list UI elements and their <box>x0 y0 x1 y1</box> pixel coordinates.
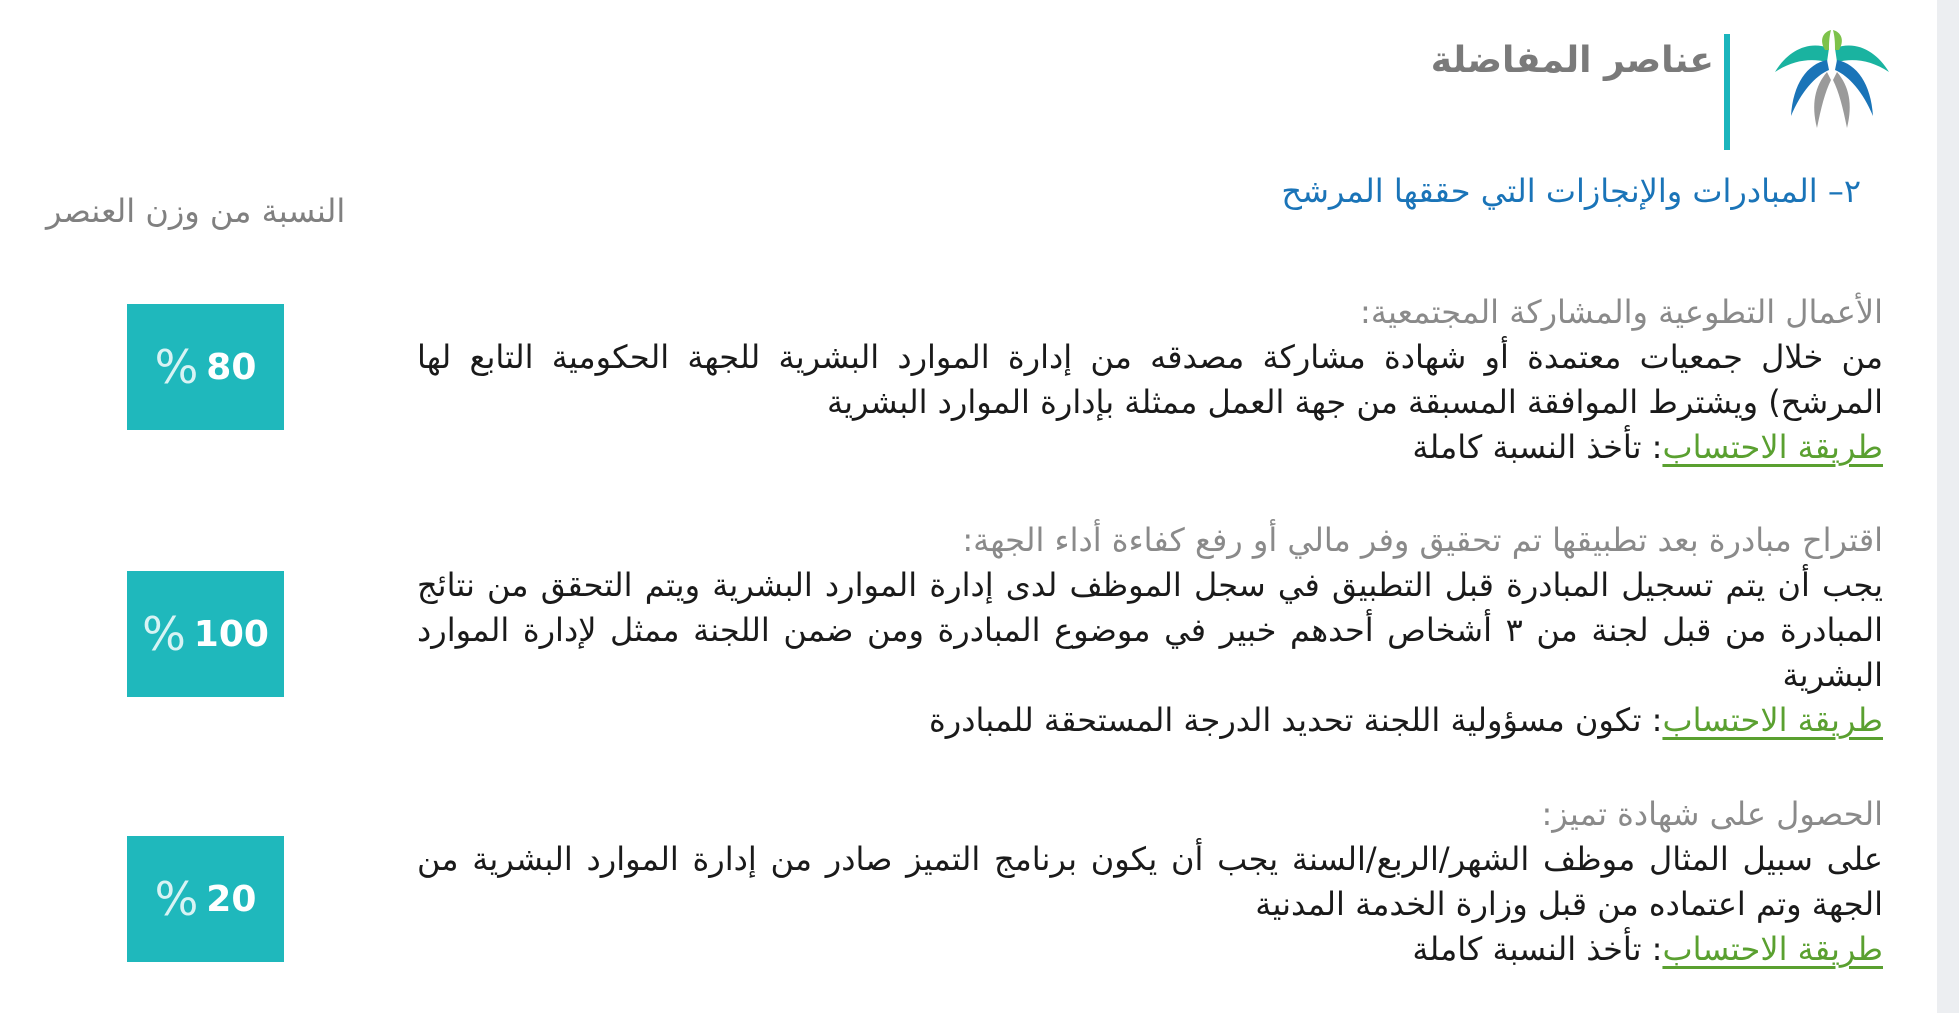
section-heading: ٢– المبادرات والإنجازات التي حققها المرشح <box>1281 172 1861 210</box>
criterion-initiative <box>417 518 1883 743</box>
calculation-method-label: طريقة الاحتساب <box>1662 930 1883 968</box>
calculation-method <box>417 698 1883 743</box>
right-edge-strip <box>1937 0 1959 1013</box>
percentage-value: 100 <box>193 613 269 655</box>
header-divider <box>1724 34 1730 150</box>
calculation-method <box>417 425 1883 470</box>
palm-leaves-logo-icon <box>1767 30 1897 130</box>
criterion-volunteering <box>417 290 1883 470</box>
weight-column-label: النسبة من وزن العنصر <box>46 192 346 230</box>
percentage-badge <box>127 304 284 430</box>
criterion-description: على سبيل المثال موظف الشهر/الربع/السنة يجب أن يكون برنامج التميز صادر من إدارة الموارد البشرية من الجهة وتم اعتماده من قبل وزارة الخدمة المدنية <box>417 840 1883 923</box>
criterion-description: من خلال جمعيات معتمدة أو شهادة مشاركة مصدقه من إدارة الموارد البشرية للجهة الحكومية التابع لها المرشح) ويشترط الموافقة المسبقة من جهة العمل ممثلة بإدارة الموارد البشرية <box>417 338 1883 421</box>
criterion-title: الأعمال التطوعية والمشاركة المجتمعية: <box>1360 293 1883 331</box>
percentage-value: 20 <box>206 878 257 920</box>
percentage-badge <box>127 571 284 697</box>
calculation-method-value: : تكون مسؤولية اللجنة تحديد الدرجة المستحقة للمبادرة <box>928 701 1663 739</box>
calculation-method-label: طريقة الاحتساب <box>1662 428 1883 466</box>
percentage-value: 80 <box>206 346 257 388</box>
criterion-description: يجب أن يتم تسجيل المبادرة قبل التطبيق في سجل الموظف لدى إدارة الموارد البشرية ويتم التحقق من نتائج المبادرة من قبل لجنة من ٣ أشخاص أحدهم خبير في موضوع المبادرة ومن ضمن اللجنة ممثل لإدارة الموارد البشرية <box>417 566 1884 694</box>
criterion-title: الحصول على شهادة تميز: <box>1541 795 1883 833</box>
calculation-method-value: : تأخذ النسبة كاملة <box>1412 930 1663 968</box>
criterion-title: اقتراح مبادرة بعد تطبيقها تم تحقيق وفر مالي أو رفع كفاءة أداء الجهة: <box>962 521 1883 559</box>
criterion-excellence-certificate <box>417 792 1883 972</box>
percent-sign: % <box>154 340 199 394</box>
page-title: عناصر المفاضلة <box>1430 40 1714 81</box>
calculation-method <box>417 927 1883 972</box>
percent-sign: % <box>154 872 199 926</box>
calculation-method-label: طريقة الاحتساب <box>1662 701 1883 739</box>
calculation-method-value: : تأخذ النسبة كاملة <box>1412 428 1663 466</box>
percentage-badge <box>127 836 284 962</box>
percent-sign: % <box>142 607 186 661</box>
